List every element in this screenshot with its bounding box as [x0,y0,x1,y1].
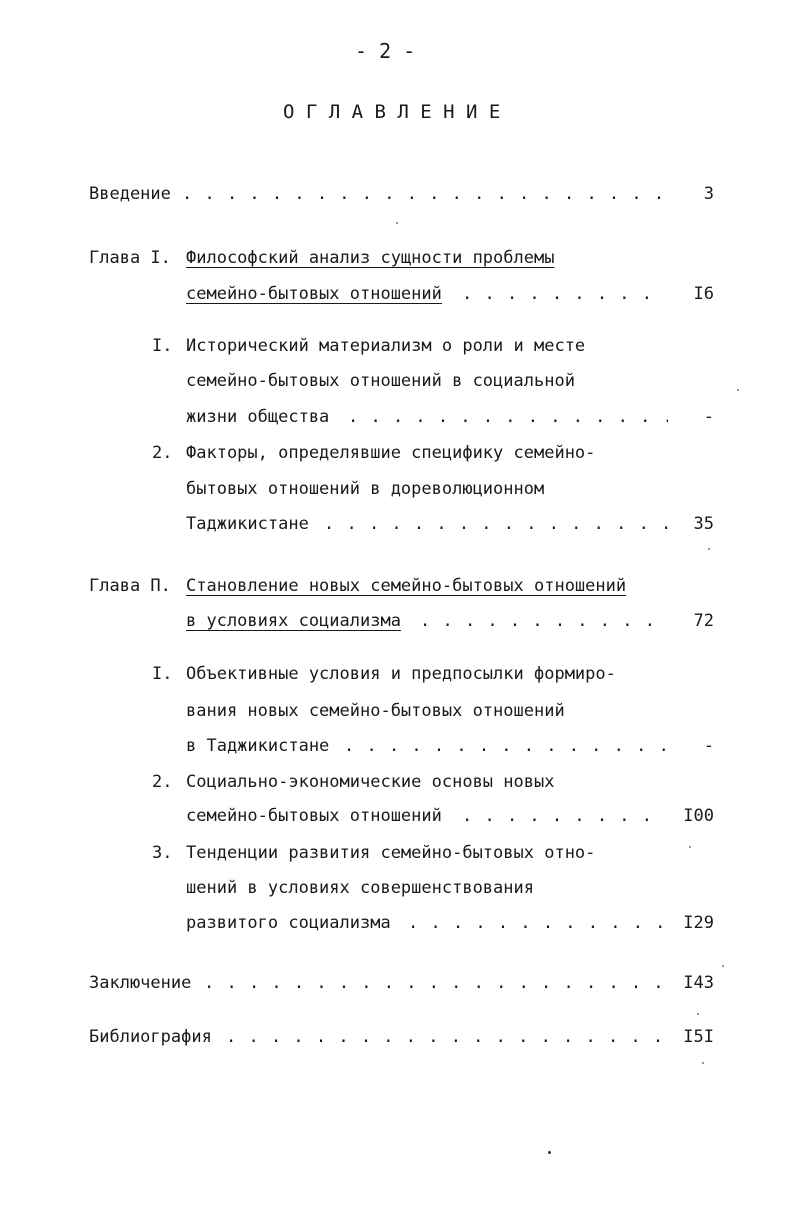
section-title-line: Исторический материализм о роли и месте [186,336,586,356]
toc-heading: О Г Л А В Л Е Н И Е [283,101,501,123]
section-page: I29 [683,913,714,933]
dot-leader [462,283,668,305]
dot-leader [226,1026,668,1048]
section-page: - [703,407,714,427]
section-title-line: Объективные условия и предпосылки формиро- [186,664,616,684]
section-number: 3. [152,843,173,863]
section-title-line: семейно-бытовых отношений [186,806,442,826]
dot-leader [348,406,668,428]
section-title-line: Тенденции развития семейно-бытовых отно- [186,843,596,863]
scan-speck [702,1062,704,1064]
section-title-line: в Таджикистане [186,736,330,756]
section-title-line: вания новых семейно-бытовых отношений [186,701,565,721]
section-number: I. [152,664,173,684]
dot-leader [182,183,668,205]
scan-speck [708,548,710,550]
toc-entry-label: Библиография [89,1027,212,1047]
section-title-line: бытовых отношений в дореволюционном [186,479,545,499]
section-number: I. [152,336,173,356]
dot-leader [324,513,668,535]
scan-speck [396,222,398,224]
section-title-line: шений в условиях совершенствования [186,878,534,898]
chapter-title-line: семейно-бытовых отношений [186,284,442,304]
section-page: - [703,736,714,756]
section-number: 2. [152,772,173,792]
dot-leader [420,610,668,632]
chapter-page: 72 [693,611,714,631]
chapter-title-line: Становление новых семейно-бытовых отношений [186,576,627,596]
toc-entry-page: I5I [683,1027,714,1047]
scan-speck [548,1151,551,1154]
section-title-line: Социально-экономические основы новых [186,772,555,792]
dot-leader [408,912,668,934]
section-title-line: Таджикистане [186,514,309,534]
dot-leader [462,805,668,827]
dot-leader [204,972,668,994]
chapter-title-line: в условиях социализма [186,611,401,631]
dot-leader [344,735,668,757]
chapter-prefix: Глава П. [89,576,171,596]
toc-entry-label: Заключение [89,973,192,993]
chapter-prefix: Глава I. [89,248,171,268]
toc-entry-page: 3 [703,184,714,204]
scan-speck [697,1013,699,1015]
scan-speck [737,389,739,391]
section-title-line: развитого социализма [186,913,391,933]
scan-speck [689,846,691,848]
section-title-line: жизни общества [186,407,330,427]
section-page: I00 [683,806,714,826]
section-page: 35 [693,514,714,534]
section-title-line: Факторы, определявшие специфику семейно- [186,443,596,463]
section-number: 2. [152,443,173,463]
toc-entry-label: Введение [89,184,171,204]
page-number: - 2 - [355,39,416,63]
toc-entry-page: I43 [683,973,714,993]
chapter-page: I6 [693,284,714,304]
section-title-line: семейно-бытовых отношений в социальной [186,371,575,391]
chapter-title-line: Философский анализ сущности проблемы [186,248,555,268]
scan-speck [722,965,724,967]
